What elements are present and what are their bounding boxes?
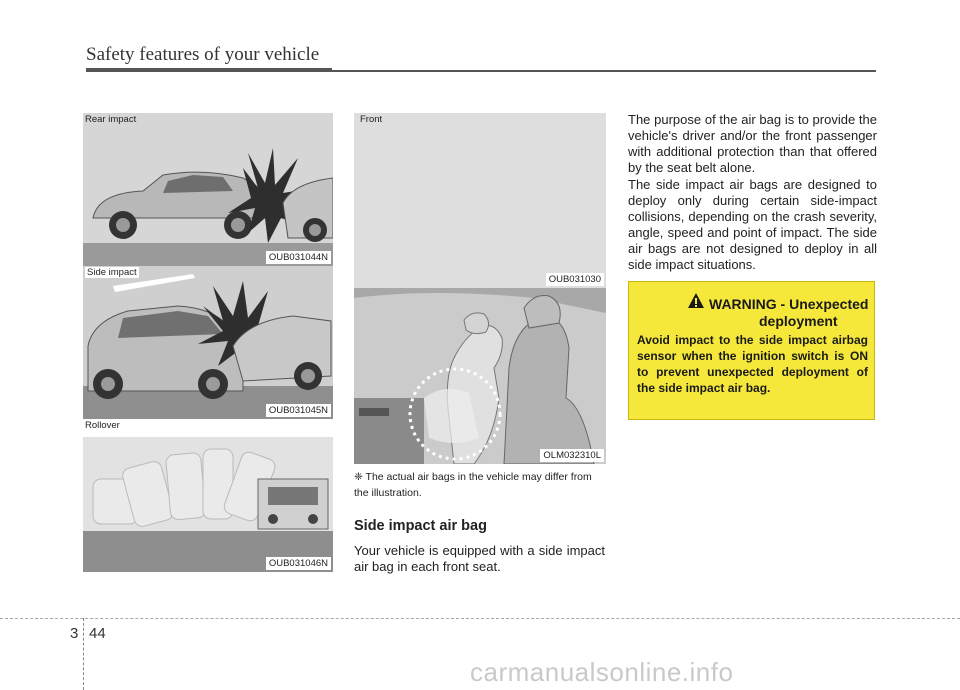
header-rule (86, 68, 332, 72)
front-figure (354, 113, 606, 288)
watermark: carmanualsonline.info (470, 657, 734, 687)
warning-triangle-icon (687, 292, 705, 309)
rear-impact-code: OUB031044N (266, 251, 331, 264)
section-heading: Side impact air bag (354, 518, 487, 534)
page-number: 44 (89, 625, 106, 642)
side-impact-caption: Side impact (87, 267, 137, 278)
warning-text: Avoid impact to the side impact airbag sensor when the ignition switch is ON to prevent unexpected deployment of the side impact air bag. (637, 333, 868, 395)
section-paragraph: Your vehicle is equipped with a side impact air bag in each front seat. (354, 543, 605, 574)
warning-title-prefix: WARNING - (709, 296, 786, 312)
footer-vertical-divider (83, 618, 85, 690)
illustration-note: ❈ The actual air bags in the vehicle may differ from the illustration. (354, 471, 592, 499)
warning-title-line2: deployment (759, 313, 838, 329)
rear-impact-figure (83, 113, 333, 266)
rear-impact-caption: Rear impact (85, 114, 137, 125)
right-paragraph-1: The purpose of the air bag is to provide the vehicle's driver and/or the front passenger with additional protection than that offered by the seat belt alone. (628, 112, 877, 175)
right-paragraph-2: The side impact air bags are designed to deploy only during certain side-impact collisions, depending on the crash severity, angle, speed and point of impact. The side air bags are not designed to deploy in all side impact situations. (628, 177, 877, 272)
header-rule-thin (332, 70, 876, 72)
warning-title-line1: Unexpected (789, 296, 869, 312)
warning-title (709, 296, 868, 312)
page-header-title: Safety features of your vehicle (86, 44, 320, 65)
side-impact-illustration (83, 266, 333, 419)
rear-impact-illustration (83, 113, 333, 266)
rollover-illustration (83, 419, 333, 572)
rollover-caption: Rollover (85, 420, 120, 431)
side-impact-code: OUB031045N (266, 404, 331, 417)
front-caption: Front (360, 114, 383, 125)
chapter-number: 3 (70, 625, 79, 642)
seat-airbag-figure (354, 288, 606, 464)
warning-box (628, 281, 875, 420)
seat-airbag-illustration (354, 288, 606, 464)
rollover-code: OUB031046N (266, 557, 331, 570)
front-code: OUB031030 (546, 273, 604, 286)
footer-divider (0, 618, 960, 619)
side-impact-figure (83, 266, 333, 419)
seat-airbag-code: OLM032310L (540, 449, 604, 462)
rollover-figure (83, 419, 333, 572)
